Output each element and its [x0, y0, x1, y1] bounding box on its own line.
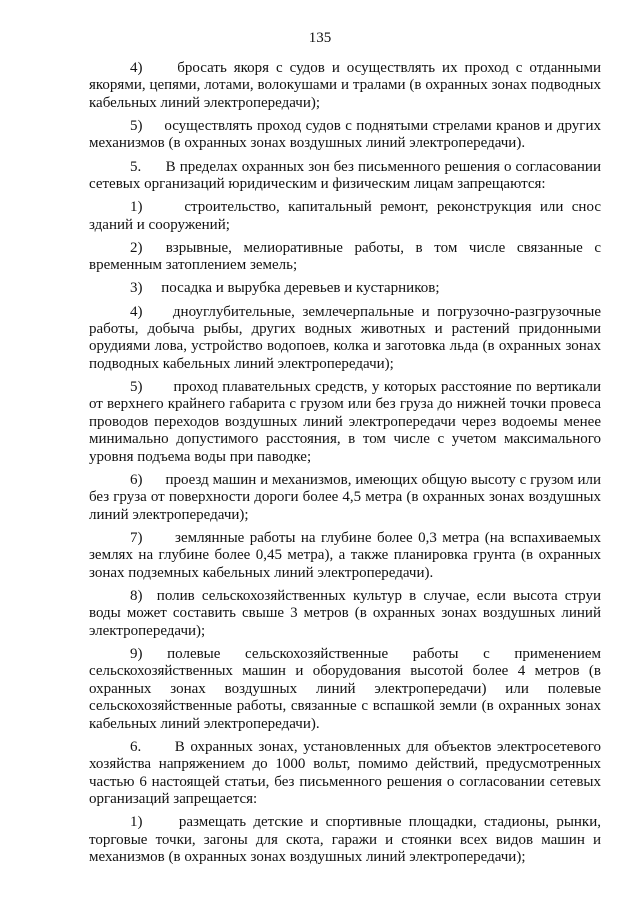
- paragraph: 4) дноуглубительные, землечерпальные и погрузочно-разгрузочные работы, добыча рыбы, других водных животных и растений придонными орудиями лова, устройство водопоев, колка и заготовка льда (в охранных зонах подводных кабельных линий электропередачи);: [89, 303, 601, 372]
- paragraph: 8) полив сельскохозяйственных культур в случае, если высота струи воды может составить свыше 3 метров (в охранных зонах воздушных линий электропередачи);: [89, 587, 601, 639]
- paragraph: 1) размещать детские и спортивные площадки, стадионы, рынки, торговые точки, загоны для скота, гаражи и стоянки всех видов машин и механизмов (в охранных зонах воздушных линий электропередачи);: [89, 814, 601, 866]
- page-number: 135: [308, 30, 332, 46]
- paragraph: 9) полевые сельскохозяйственные работы с применением сельскохозяйственных машин и оборудования высотой более 4 метров (в охранных зонах воздушных линий электропередачи) или полевые сельскохозяйственные работы, связанные с вспашкой земли (в охранных зонах кабельных линий электропередачи).: [89, 645, 601, 732]
- paragraph: 5) осуществлять проход судов с поднятыми стрелами кранов и других механизмов (в охранных зонах воздушных линий электропередачи).: [89, 118, 601, 152]
- paragraph: 5) проход плавательных средств, у которых расстояние по вертикали от верхнего крайнего габарита с грузом или без груза до нижней точки провеса проводов переходов воздушных линий электропередачи через водоемы менее минимально допустимого расстояния, в том числе с учетом максимального уровня подъема воды при паводке;: [89, 379, 601, 465]
- paragraph: 3) посадка и вырубка деревьев и кустарников;: [130, 280, 440, 297]
- paragraph: 7) землянные работы на глубине более 0,3 метра (на вспахиваемых землях на глубине более 0,45 метра), а также планировка грунта (в охранных зонах подземных кабельных линий электропередачи).: [89, 529, 601, 581]
- paragraph: 2) взрывные, мелиоративные работы, в том числе связанные с временным затоплением земель;: [89, 239, 601, 274]
- paragraph: 4) бросать якоря с судов и осуществлять их проход с отданными якорями, цепями, лотами, волокушами и тралами (в охранных зонах подводных кабельных линий электропередачи);: [89, 60, 601, 111]
- paragraph: 6. В охранных зонах, установленных для объектов электросетевого хозяйства напряжением до 1000 вольт, помимо действий, предусмотренных частью 6 настоящей статьи, без письменного решения о согласовании сетевых организаций запрещается:: [89, 738, 601, 807]
- paragraph: 5. В пределах охранных зон без письменного решения о согласовании сетевых организаций юридическим и физическим лицам запрещаются:: [89, 158, 601, 193]
- paragraph: 6) проезд машин и механизмов, имеющих общую высоту с грузом или без груза от поверхности дороги более 4,5 метра (в охранных зонах воздушных линий электропередачи);: [89, 471, 601, 523]
- document-body: [89, 60, 601, 872]
- paragraph: 1) строительство, капитальный ремонт, реконструкция или снос зданий и сооружений;: [89, 199, 601, 233]
